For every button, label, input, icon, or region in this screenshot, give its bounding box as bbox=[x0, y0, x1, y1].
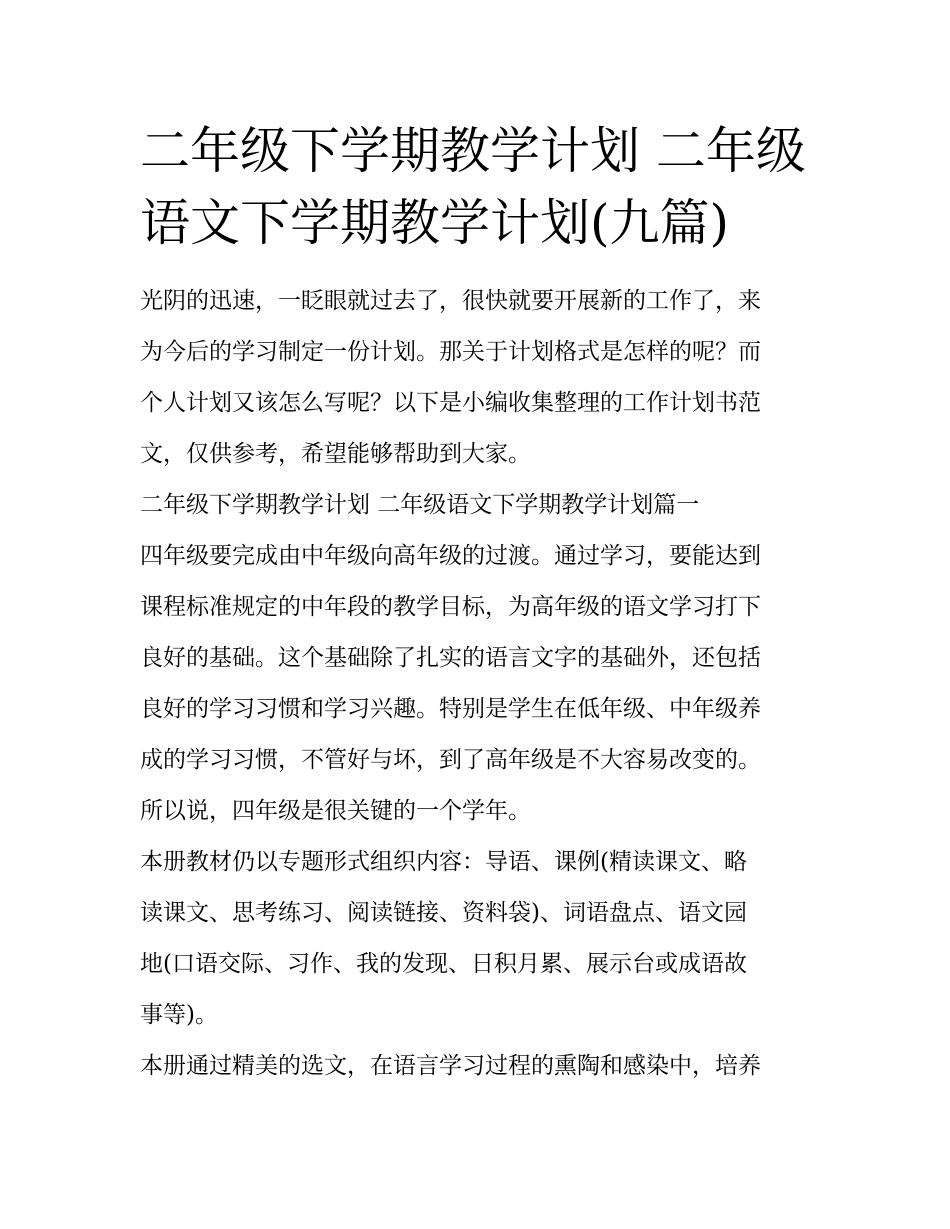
paragraph-2-line-1: 本册教材仍以专题形式组织内容：导语、课例(精读课文、略 bbox=[140, 849, 747, 875]
intro-line-4: 文，仅供参考，希望能够帮助到大家。 bbox=[140, 441, 531, 467]
intro-line-3: 个人计划又该怎么写呢？以下是小编收集整理的工作计划书范 bbox=[140, 390, 761, 416]
document-body bbox=[140, 276, 820, 1092]
paragraph-1-line-2: 课程标准规定的中年段的教学目标，为高年级的语文学习打下 bbox=[140, 594, 761, 620]
paragraph-1-line-3: 良好的基础。这个基础除了扎实的语言文字的基础外，还包括 bbox=[140, 645, 761, 671]
paragraph-1-line-4: 良好的学习习惯和学习兴趣。特别是学生在低年级、中年级养 bbox=[140, 696, 761, 722]
intro-line-2: 为今后的学习制定一份计划。那关于计划格式是怎样的呢？而 bbox=[140, 339, 761, 365]
paragraph-2-line-4: 事等)。 bbox=[140, 1002, 218, 1028]
title-line-1: 二年级下学期教学计划 二年级 bbox=[140, 122, 806, 180]
section-heading-1: 二年级下学期教学计划 二年级语文下学期教学计划篇一 bbox=[140, 492, 700, 518]
intro-line-1: 光阴的迅速，一眨眼就过去了，很快就要开展新的工作了，来 bbox=[140, 288, 761, 314]
paragraph-2-line-2: 读课文、思考练习、阅读链接、资料袋)、词语盘点、语文园 bbox=[140, 900, 747, 926]
paragraph-3-line-1: 本册通过精美的选文，在语言学习过程的熏陶和感染中，培养 bbox=[140, 1053, 761, 1079]
paragraph-1-line-5: 成的学习习惯，不管好与坏，到了高年级是不大容易改变的。 bbox=[140, 747, 761, 773]
document-title bbox=[140, 115, 820, 259]
paragraph-2-line-3: 地(口语交际、习作、我的发现、日积月累、展示台或成语故 bbox=[140, 951, 747, 977]
title-line-2: 语文下学期教学计划(九篇) bbox=[140, 194, 730, 252]
paragraph-1-line-6: 所以说，四年级是很关键的一个学年。 bbox=[140, 798, 531, 824]
paragraph-1-line-1: 四年级要完成由中年级向高年级的过渡。通过学习，要能达到 bbox=[140, 543, 761, 569]
